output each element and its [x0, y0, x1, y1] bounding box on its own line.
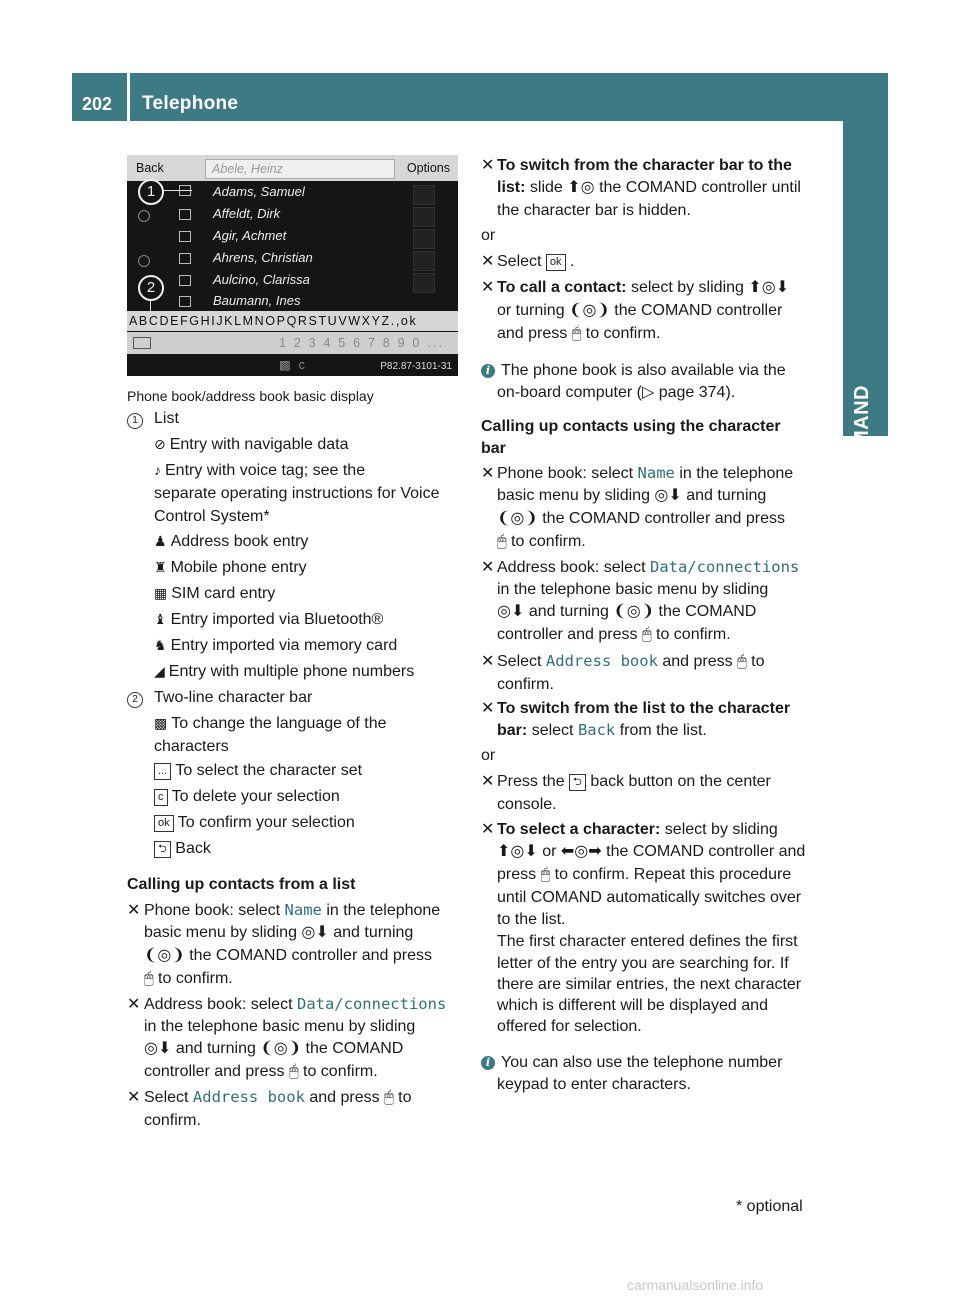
sim-card-icon: ▦	[154, 585, 168, 601]
voice-tag-icon: ♪	[154, 462, 161, 478]
step-marker: ✕	[481, 700, 495, 717]
step-marker: ✕	[127, 1089, 141, 1106]
step-line: Address book: select Data/connections	[144, 995, 447, 1013]
legend-row: ♜ Mobile phone entry	[154, 556, 307, 579]
display-row: Ahrens, Christian	[213, 250, 313, 265]
multiple-numbers-icon: ◢	[154, 663, 165, 679]
optional-footnote: * optional	[736, 1198, 803, 1215]
legend-row: ♟ Address book entry	[154, 530, 308, 553]
callout-1-leader	[164, 190, 192, 191]
callout-1: 1	[138, 179, 164, 205]
legend-row: ▦ SIM card entry	[154, 582, 275, 605]
step-marker: ✕	[481, 821, 495, 838]
display-row: Affeldt, Dirk	[213, 206, 281, 221]
step-line: Select Address book and press 🖱 to	[497, 652, 765, 670]
display-options-label: Options	[406, 161, 450, 175]
step-line: Phone book: select Name in the telephone	[497, 464, 794, 482]
step-heading: To switch from the character bar to the	[497, 157, 792, 174]
legend-row: ◢ Entry with multiple phone numbers	[154, 660, 414, 683]
figure-caption: Phone book/address book basic display	[127, 388, 374, 404]
step-line: to the list.	[497, 911, 566, 928]
step-line: Select ok .	[497, 253, 575, 270]
display-row: Adams, Samuel	[213, 184, 305, 199]
step-line: controller and press 🖱 to confirm.	[144, 1063, 378, 1080]
callout-2: 2	[138, 275, 164, 301]
display-row: Agir, Achmet	[213, 228, 287, 243]
legend-row: ... To select the character set	[154, 759, 362, 782]
info-note-cont: on-board computer (▷ page 374).	[497, 384, 736, 401]
step-marker: ✕	[127, 996, 141, 1013]
step-line: letter of the entry you are searching for. If	[497, 955, 789, 972]
step-line: ◎⬇ and turning ❨◎❩ the COMAND	[497, 603, 757, 620]
step-line: Select Address book and press 🖱 to	[144, 1088, 412, 1106]
step-line: and press 🖱 to confirm.	[497, 325, 661, 342]
address-book-icon: ♟	[154, 533, 167, 549]
address-icon	[179, 296, 191, 307]
step-marker: ✕	[481, 279, 495, 296]
header-divider	[127, 73, 130, 121]
legend-row: ♞ Entry imported via memory card	[154, 634, 397, 657]
display-character-bar: ABCDEFGHIJKLMNOPQRSTUVWXYZ.,ok	[127, 311, 458, 331]
step-marker: ✕	[481, 773, 495, 790]
step-line: ⬆◎⬇ or ⬅◎➡ the COMAND controller and	[497, 843, 806, 860]
step-line: until COMAND automatically switches over	[497, 889, 802, 906]
side-label: COMAND	[851, 385, 873, 478]
scroll-cell	[413, 207, 435, 227]
display-search-field: Abele, Heinz	[205, 159, 395, 179]
scroll-cell	[413, 251, 435, 271]
legend-row-cont: Control System*	[154, 508, 270, 525]
step-line: console.	[497, 796, 557, 813]
memory-card-icon: ♞	[154, 637, 167, 653]
back-icon	[133, 337, 151, 349]
info-note: i You can also use the telephone number	[481, 1051, 782, 1074]
step-marker: ✕	[481, 465, 495, 482]
figure-code: P82.87-3101-31	[380, 361, 452, 372]
step-line: list: slide ⬆◎ the COMAND controller until	[497, 179, 801, 196]
legend-item-2: 2	[127, 686, 143, 709]
step-line: offered for selection.	[497, 1018, 642, 1035]
info-note: i The phone book is also available via the	[481, 359, 786, 382]
legend-row: ▩ To change the language of the	[154, 712, 387, 735]
step-line: Phone book: select Name in the telephone	[144, 901, 441, 919]
legend-item-1: 1	[127, 407, 143, 430]
legend-row: ok To confirm your selection	[154, 811, 355, 834]
scroll-cell	[413, 229, 435, 249]
step-line: basic menu by sliding ◎⬇ and turning	[144, 924, 414, 941]
step-line: The first character entered defines the first	[497, 933, 798, 950]
step-line: To select a character: select by sliding	[497, 821, 778, 838]
section-heading: Calling up contacts from a list	[127, 876, 356, 893]
info-note-cont: keypad to enter characters.	[497, 1076, 691, 1093]
step-marker: ✕	[481, 253, 495, 270]
step-marker: ✕	[481, 157, 495, 174]
delete-icon: c	[154, 789, 168, 806]
section-heading: Calling up contacts using the character	[481, 418, 781, 435]
page-title: Telephone	[142, 93, 239, 114]
legend-item-2-label: Two-line character bar	[154, 689, 313, 706]
sim-icon	[179, 231, 191, 242]
info-icon: i	[481, 364, 495, 378]
display-number-keys: 1 2 3 4 5 6 7 8 9 0 ... ▩ c	[279, 336, 445, 372]
step-line: which is different will be displayed and	[497, 997, 768, 1014]
comand-display-illustration	[127, 155, 458, 376]
legend-item-1-label: List	[154, 410, 179, 427]
step-line: ❨◎❩ the COMAND controller and press	[497, 510, 785, 527]
character-set-icon: ...	[154, 763, 171, 780]
legend-row: ♪ Entry with voice tag; see the	[154, 459, 365, 482]
ok-icon: ok	[154, 815, 174, 832]
bluetooth-import-icon: ♝	[154, 611, 167, 627]
step-line: ◎⬇ and turning ❨◎❩ the COMAND	[144, 1040, 404, 1057]
step-line: controller and press 🖱 to confirm.	[497, 626, 731, 643]
list-bubble	[138, 255, 150, 267]
step-line: the character bar is hidden.	[497, 202, 691, 219]
display-back-label: Back	[136, 161, 164, 175]
page-number: 202	[82, 94, 113, 114]
or-text: or	[481, 227, 496, 244]
scroll-cell	[413, 185, 435, 205]
mobile-phone-icon: ♜	[154, 559, 167, 575]
step-marker: ✕	[481, 653, 495, 670]
address-icon	[179, 253, 191, 264]
step-marker: ✕	[481, 559, 495, 576]
step-line: Address book: select Data/connections	[497, 558, 800, 576]
step-line: there are similar entries, the next character	[497, 976, 802, 993]
or-text: or	[481, 747, 496, 764]
step-line: To call a contact: select by sliding ⬆◎⬇	[497, 279, 790, 296]
display-top-bar	[127, 155, 458, 181]
legend-row: c To delete your selection	[154, 785, 340, 808]
step-line: confirm.	[144, 1112, 201, 1129]
legend-row-cont: characters	[154, 738, 229, 755]
step-line: bar: select Back from the list.	[497, 721, 707, 739]
watermark: carmanualsonline.info	[627, 1277, 764, 1293]
step-marker: ✕	[127, 902, 141, 919]
back-icon: ⮌	[569, 774, 586, 791]
step-line: confirm.	[497, 676, 554, 693]
page-header	[72, 73, 888, 121]
step-line: in the telephone basic menu by sliding	[144, 1018, 416, 1035]
step-line: or turning ❨◎❩ the COMAND controller	[497, 302, 783, 319]
legend-row: ⮌ Back	[154, 837, 211, 860]
step-line: Press the ⮌ back button on the center	[497, 773, 771, 790]
callout-2-leader	[150, 301, 151, 311]
address-icon	[179, 275, 191, 286]
step-line: press 🖱 to confirm. Repeat this procedure	[497, 866, 792, 883]
display-row: Baumann, Ines	[213, 293, 301, 308]
step-line: 🖱 to confirm.	[144, 970, 233, 987]
ok-icon: ok	[546, 254, 566, 271]
legend-row: ♝ Entry imported via Bluetooth®	[154, 608, 383, 631]
back-icon: ⮌	[154, 841, 171, 858]
language-icon: ▩	[154, 715, 168, 731]
step-line: 🖱 to confirm.	[497, 533, 586, 550]
scroll-cell	[413, 273, 435, 293]
list-bubble	[138, 210, 150, 222]
navigable-data-icon: ⊘	[154, 436, 166, 452]
step-line: in the telephone basic menu by sliding	[497, 581, 769, 598]
legend-row: ⊘ Entry with navigable data	[154, 433, 349, 456]
legend-row-cont: separate operating instructions for Voice	[154, 485, 440, 502]
step-line: basic menu by sliding ◎⬇ and turning	[497, 487, 767, 504]
sim-icon	[179, 209, 191, 220]
step-heading: To switch from the list to the character	[497, 700, 791, 717]
display-row: Aulcino, Clarissa	[213, 272, 310, 287]
info-icon: i	[481, 1056, 495, 1070]
section-heading-cont: bar	[481, 440, 506, 457]
step-line: ❨◎❩ the COMAND controller and press	[144, 947, 432, 964]
